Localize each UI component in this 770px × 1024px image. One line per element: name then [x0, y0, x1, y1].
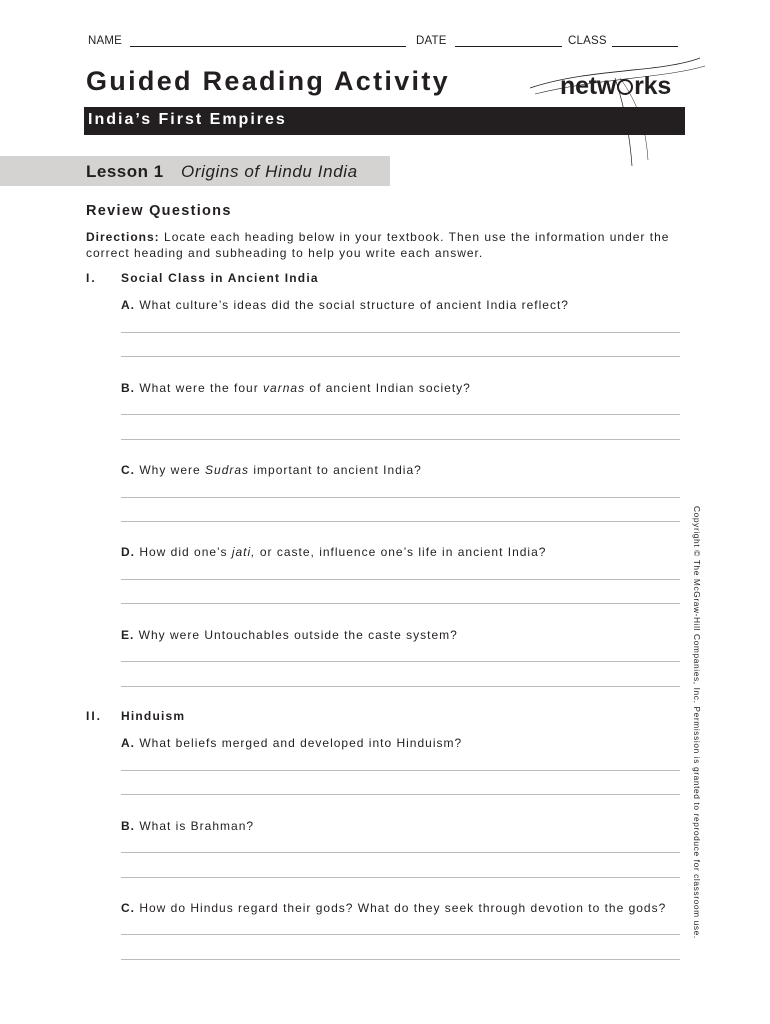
answer-line[interactable]: [121, 356, 680, 357]
question-letter: D.: [121, 545, 135, 559]
question-letter: E.: [121, 628, 135, 642]
section-title: Hinduism: [121, 709, 186, 723]
question-text: important to ancient India?: [249, 463, 422, 477]
question-term: Sudras: [205, 463, 250, 477]
name-field[interactable]: [130, 46, 406, 47]
date-field[interactable]: [455, 46, 562, 47]
question-term: varnas: [263, 381, 306, 395]
question-letter: C.: [121, 463, 135, 477]
lesson-number: Lesson 1: [86, 162, 164, 181]
networks-logo: [560, 72, 671, 101]
date-label: DATE: [416, 35, 447, 47]
question-letter: B.: [121, 819, 135, 833]
name-label: NAME: [88, 35, 123, 47]
page-title: Guided Reading Activity: [86, 66, 450, 96]
answer-line[interactable]: [121, 852, 680, 853]
chapter-bar: [84, 107, 685, 135]
answer-line[interactable]: [121, 579, 680, 580]
section-numeral: II.: [86, 709, 103, 723]
copyright-notice: Copyright © The McGraw-Hill Companies, Inc. Permission is granted to reproduce for classroom use.: [692, 506, 702, 939]
question-letter: A.: [121, 736, 135, 750]
question-text: What beliefs merged and developed into Hinduism?: [135, 736, 463, 750]
question: [121, 736, 462, 750]
answer-line[interactable]: [121, 877, 680, 878]
answer-line[interactable]: [121, 414, 680, 415]
question-text: What were the four: [135, 381, 264, 395]
question-text: Why were: [135, 463, 206, 477]
answer-line[interactable]: [121, 439, 680, 440]
question-text: What is Brahman?: [135, 819, 255, 833]
logo-text-start: netw: [560, 72, 617, 100]
question-letter: C.: [121, 901, 135, 915]
directions: [86, 229, 686, 261]
question: [121, 381, 471, 395]
directions-label: Directions:: [86, 230, 160, 244]
question: [121, 901, 666, 915]
lesson-name: Origins of Hindu India: [181, 162, 358, 181]
answer-line[interactable]: [121, 603, 680, 604]
question: [121, 628, 458, 642]
lesson-banner: [0, 156, 390, 186]
chapter-title: India’s First Empires: [88, 111, 287, 128]
answer-line[interactable]: [121, 934, 680, 935]
question-text: What culture’s ideas did the social structure of ancient India reflect?: [135, 298, 569, 312]
section-numeral: I.: [86, 271, 97, 285]
review-heading: Review Questions: [86, 203, 232, 219]
answer-line[interactable]: [121, 959, 680, 960]
question-text: How do Hindus regard their gods? What do they seek through devotion to the gods?: [135, 901, 667, 915]
answer-line[interactable]: [121, 770, 680, 771]
question-letter: A.: [121, 298, 135, 312]
question-letter: B.: [121, 381, 135, 395]
answer-line[interactable]: [121, 497, 680, 498]
question: [121, 463, 422, 477]
question-text: or caste, influence one’s life in ancient India?: [255, 545, 547, 559]
answer-line[interactable]: [121, 332, 680, 333]
question: [121, 545, 546, 559]
section-title: Social Class in Ancient India: [121, 271, 319, 285]
logo-text-end: rks: [634, 72, 672, 100]
question: [121, 819, 254, 833]
answer-line[interactable]: [121, 521, 680, 522]
class-label: CLASS: [568, 35, 607, 47]
question-text: Why were Untouchables outside the caste system?: [134, 628, 458, 642]
globe-icon: [617, 79, 633, 95]
answer-line[interactable]: [121, 686, 680, 687]
answer-line[interactable]: [121, 661, 680, 662]
question-term: jati,: [231, 545, 256, 559]
question-text: How did one’s: [135, 545, 232, 559]
answer-line[interactable]: [121, 794, 680, 795]
directions-text: Locate each heading below in your textbook. Then use the information under the correct heading and subheading to help you write each answer.: [86, 230, 670, 260]
question-text: of ancient Indian society?: [305, 381, 471, 395]
question: [121, 298, 569, 312]
class-field[interactable]: [612, 46, 678, 47]
